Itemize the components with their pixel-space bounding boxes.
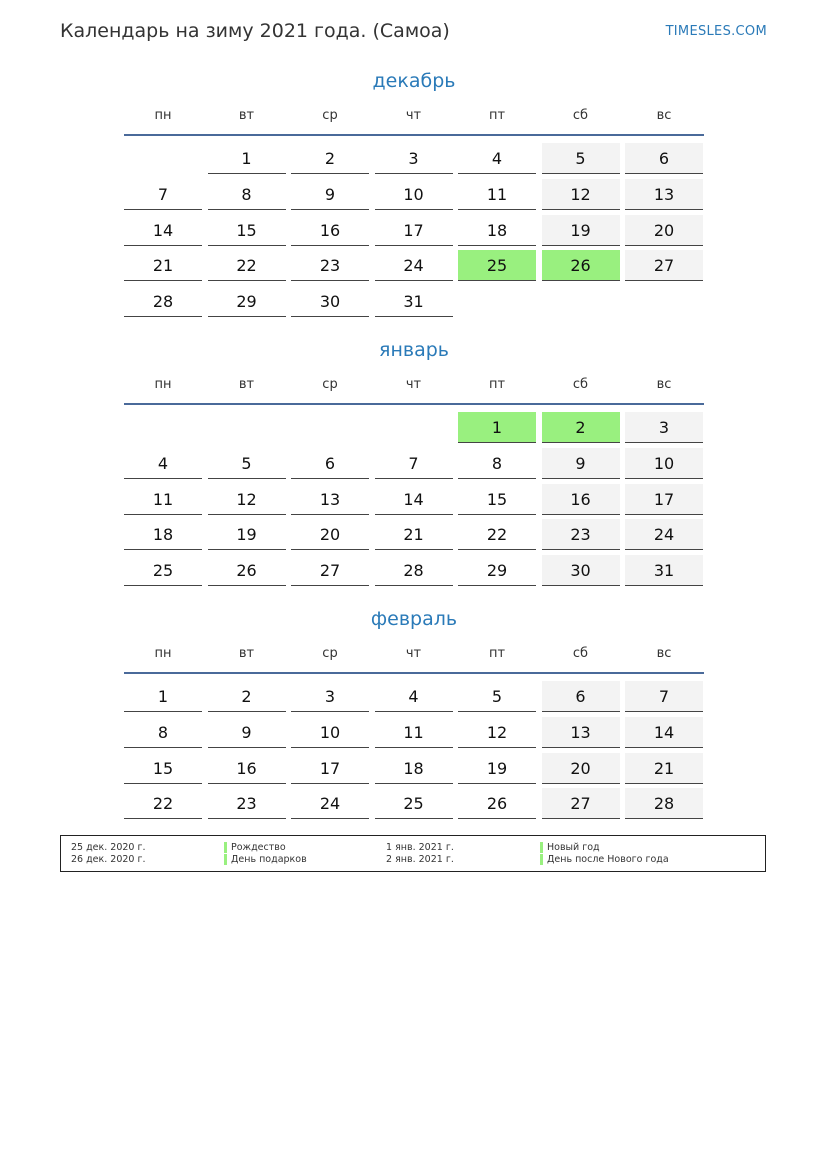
day-cell: 6 [625,143,703,174]
day-cell: 18 [124,519,202,550]
day-cell: 15 [208,215,286,246]
day-cell: 7 [625,681,703,712]
day-cell: 13 [625,179,703,210]
holiday-marker [224,842,227,853]
legend-name: День подарков [231,854,307,865]
day-cell: 30 [542,555,620,586]
day-cell: 29 [208,286,286,317]
weekday-label: чт [405,377,422,392]
day-cell: 10 [291,717,369,748]
day-cell-holiday: 1 [458,412,536,443]
day-cell: 8 [458,448,536,479]
page-title: Календарь на зиму 2021 года. (Самоа) [60,20,450,42]
day-cell: 9 [291,179,369,210]
day-cell: 4 [458,143,536,174]
day-cell: 23 [208,788,286,819]
day-cell: 15 [458,484,536,515]
day-cell: 20 [625,215,703,246]
legend-date: 2 янв. 2021 г. [386,854,454,865]
day-cell: 22 [458,519,536,550]
header-divider [124,403,704,405]
day-cell: 12 [458,717,536,748]
day-cell: 9 [542,448,620,479]
day-cell: 14 [625,717,703,748]
month-title: февраль [370,608,458,630]
day-cell: 5 [208,448,286,479]
legend-date: 26 дек. 2020 г. [71,854,146,865]
holiday-legend [60,835,766,872]
day-cell: 31 [375,286,453,317]
weekday-label: вс [656,377,672,392]
day-cell: 8 [124,717,202,748]
legend-name: Рождество [231,842,286,853]
day-cell: 23 [291,250,369,281]
day-cell: 2 [208,681,286,712]
weekday-header [124,377,704,397]
day-cell: 21 [124,250,202,281]
day-cell: 10 [375,179,453,210]
day-cell-holiday: 26 [542,250,620,281]
day-cell: 7 [375,448,453,479]
day-cell: 6 [291,448,369,479]
day-cell: 22 [208,250,286,281]
weekday-label: пт [488,108,506,123]
day-cell: 16 [208,753,286,784]
weekday-label: пт [488,377,506,392]
day-cell: 4 [375,681,453,712]
day-cell: 22 [124,788,202,819]
weekday-label: сб [572,108,589,123]
day-cell: 19 [208,519,286,550]
day-cell: 17 [375,215,453,246]
day-cell-holiday: 2 [542,412,620,443]
weekday-label: пн [154,108,172,123]
weekday-label: вт [238,646,255,661]
day-cell: 20 [542,753,620,784]
weekday-label: ср [322,377,338,392]
day-cell: 10 [625,448,703,479]
day-cell: 29 [458,555,536,586]
day-cell: 3 [625,412,703,443]
day-cell: 1 [124,681,202,712]
legend-name: День после Нового года [547,854,669,865]
day-cell: 1 [208,143,286,174]
day-cell: 26 [458,788,536,819]
day-cell: 13 [542,717,620,748]
holiday-marker [540,842,543,853]
weekday-label: вт [238,108,255,123]
day-cell-holiday: 25 [458,250,536,281]
day-cell: 11 [458,179,536,210]
day-cell: 24 [375,250,453,281]
day-cell: 5 [458,681,536,712]
day-cell: 27 [291,555,369,586]
day-cell: 6 [542,681,620,712]
day-cell: 21 [625,753,703,784]
weekday-label: сб [572,377,589,392]
day-cell: 18 [458,215,536,246]
day-cell: 30 [291,286,369,317]
legend-date: 25 дек. 2020 г. [71,842,146,853]
day-cell: 12 [208,484,286,515]
day-cell: 17 [625,484,703,515]
day-cell: 27 [542,788,620,819]
weekday-label: пт [488,646,506,661]
weekday-label: сб [572,646,589,661]
legend-date: 1 янв. 2021 г. [386,842,454,853]
holiday-marker [540,854,543,865]
day-cell: 8 [208,179,286,210]
day-cell: 25 [124,555,202,586]
day-cell: 5 [542,143,620,174]
day-cell: 9 [208,717,286,748]
day-cell: 24 [291,788,369,819]
weekday-header [124,108,704,128]
day-cell: 28 [375,555,453,586]
day-cell: 11 [375,717,453,748]
day-cell: 14 [375,484,453,515]
day-cell: 3 [291,681,369,712]
day-cell: 12 [542,179,620,210]
day-cell: 25 [375,788,453,819]
day-cell: 19 [458,753,536,784]
weekday-label: вт [238,377,255,392]
day-cell: 15 [124,753,202,784]
day-cell: 2 [291,143,369,174]
header-divider [124,134,704,136]
weekday-label: ср [322,108,338,123]
day-cell: 20 [291,519,369,550]
day-cell: 3 [375,143,453,174]
site-link[interactable]: TIMESLES.COM [665,24,767,39]
day-cell: 28 [625,788,703,819]
weekday-label: чт [405,646,422,661]
weekday-label: вс [656,646,672,661]
weekday-label: ср [322,646,338,661]
day-cell: 18 [375,753,453,784]
day-cell: 13 [291,484,369,515]
weekday-label: чт [405,108,422,123]
day-cell: 19 [542,215,620,246]
weekday-label: вс [656,108,672,123]
day-cell: 28 [124,286,202,317]
weekday-label: пн [154,646,172,661]
day-cell: 7 [124,179,202,210]
day-cell: 4 [124,448,202,479]
day-cell: 23 [542,519,620,550]
weekday-header [124,646,704,666]
day-cell: 24 [625,519,703,550]
legend-name: Новый год [547,842,600,853]
holiday-marker [224,854,227,865]
day-cell: 31 [625,555,703,586]
day-cell: 14 [124,215,202,246]
day-cell: 21 [375,519,453,550]
day-cell: 17 [291,753,369,784]
day-cell: 16 [542,484,620,515]
header-divider [124,672,704,674]
day-cell: 26 [208,555,286,586]
weekday-label: пн [154,377,172,392]
day-cell: 16 [291,215,369,246]
month-title: январь [379,339,449,361]
day-cell: 11 [124,484,202,515]
month-title: декабрь [372,70,456,92]
day-cell: 27 [625,250,703,281]
